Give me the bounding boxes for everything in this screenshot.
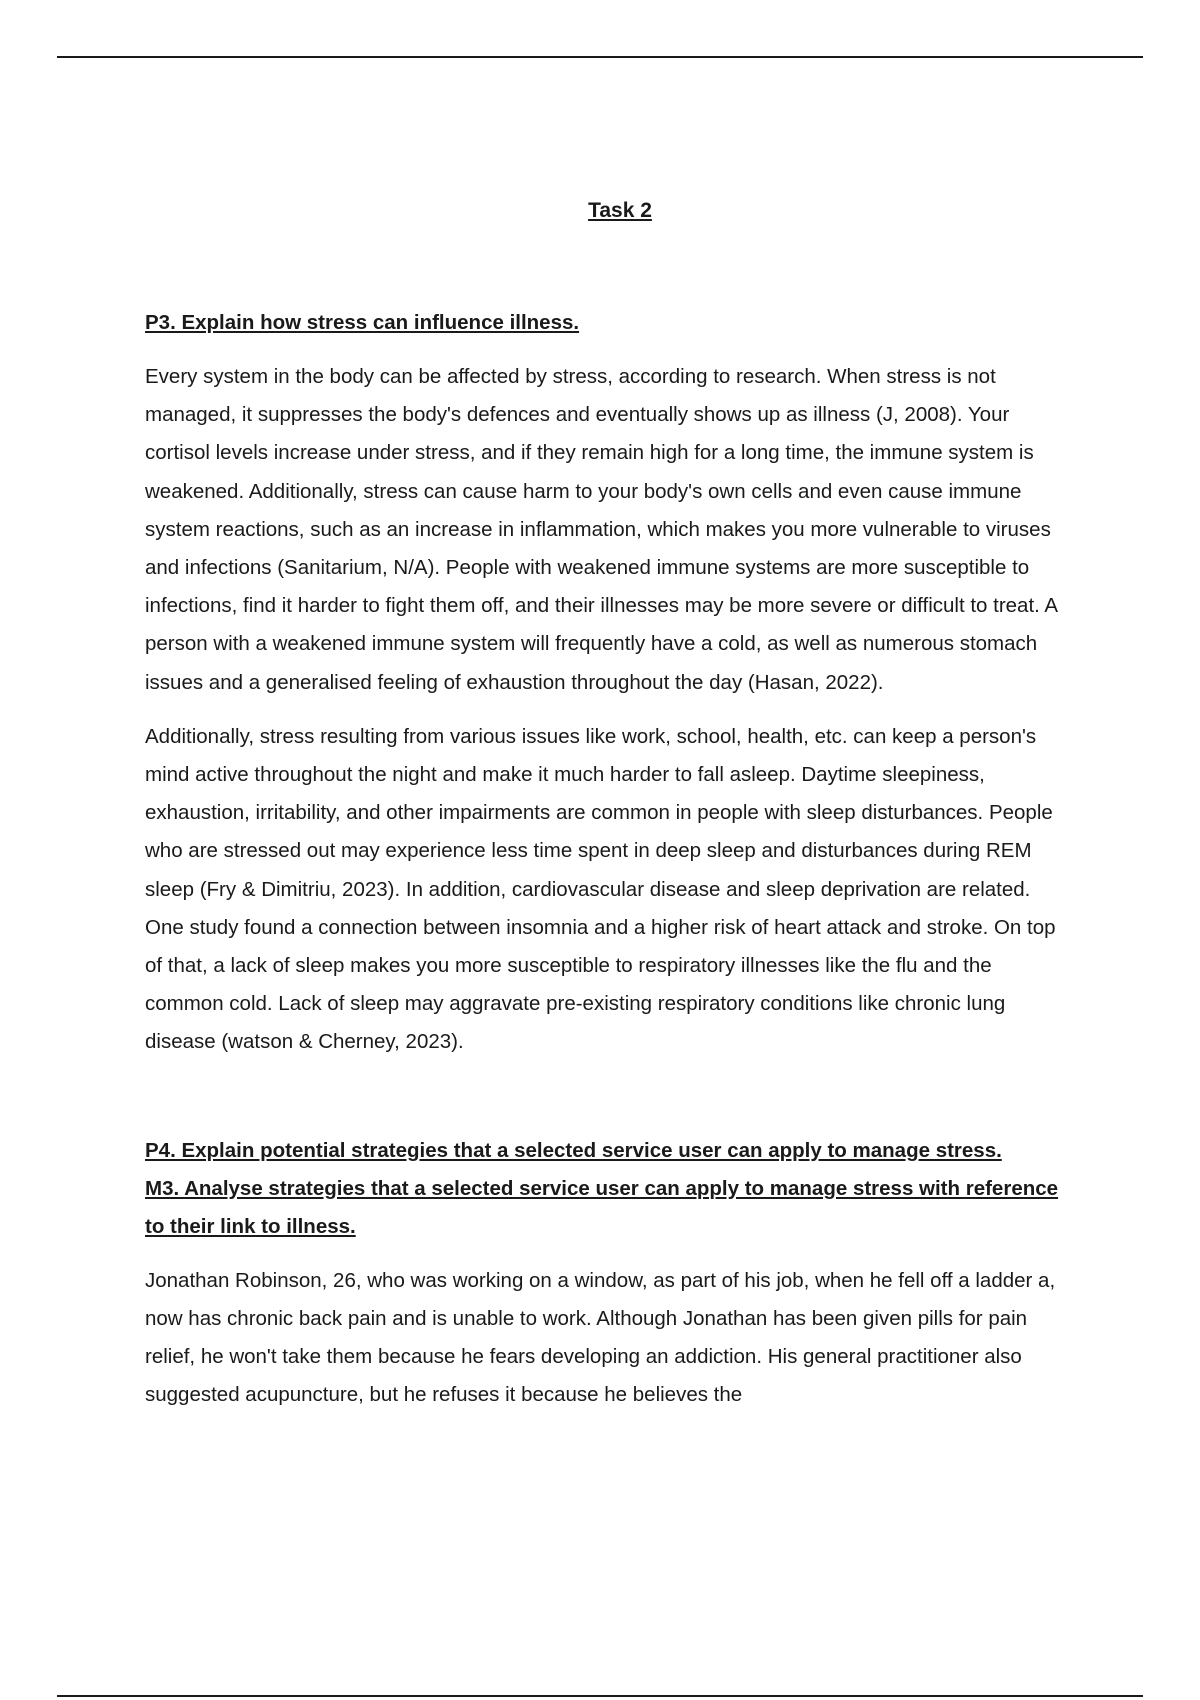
header-rule xyxy=(57,56,1143,58)
section-heading-m3: M3. Analyse strategies that a selected service user can apply to manage stress with reference to their link to illness. xyxy=(145,1176,1059,1238)
paragraph: Additionally, stress resulting from various issues like work, school, health, etc. can keep a person's mind active throughout the night and make it much harder to fall asleep. Daytime sleepiness, exhaustion, irritability, and other impairments are common in people with sleep disturbances. People who are stressed out may experience less time spent in deep sleep and disturbances during REM sleep (Fry & Dimitriu, 2023). In addition, cardiovascular disease and sleep deprivation are related. One study found a connection between insomnia and a higher risk of heart attack and stroke. On top of that, a lack of sleep makes you more susceptible to respiratory illnesses like the flu and the common cold. Lack of sleep may aggravate pre-existing respiratory conditions like chronic lung disease (watson & Cherney, 2023). xyxy=(145,724,1056,1054)
document-body xyxy=(145,196,1065,1414)
section-heading-p3: P3. Explain how stress can influence illness. xyxy=(145,311,580,334)
paragraph: Jonathan Robinson, 26, who was working on a window, as part of his job, when he fell off a ladder a, now has chronic back pain and is unable to work. Although Jonathan has been given pills for pain relief, he won't take them because he fears developing an addiction. His general practitioner also suggested acupuncture, but he refuses it because he believes the xyxy=(145,1268,1056,1407)
footer-rule xyxy=(57,1695,1143,1697)
section-heading-p4: P4. Explain potential strategies that a selected service user can apply to manage stress. xyxy=(145,1138,1002,1162)
paragraph: Every system in the body can be affected by stress, according to research. When stress is not managed, it suppresses the body's defences and eventually shows up as illness (J, 2008). Your cortisol levels increase under stress, and if they remain high for a long time, the immune system is weakened. Additionally, stress can cause harm to your body's own cells and even cause immune system reactions, such as an increase in inflammation, which makes you more vulnerable to viruses and infections (Sanitarium, N/A). People with weakened immune systems are more susceptible to infections, find it harder to fight them off, and their illnesses may be more severe or difficult to treat. A person with a weakened immune system will frequently have a cold, as well as numerous stomach issues and a generalised feeling of exhaustion throughout the day (Hasan, 2022). xyxy=(145,365,1057,694)
document-title: Task 2 xyxy=(588,199,652,222)
